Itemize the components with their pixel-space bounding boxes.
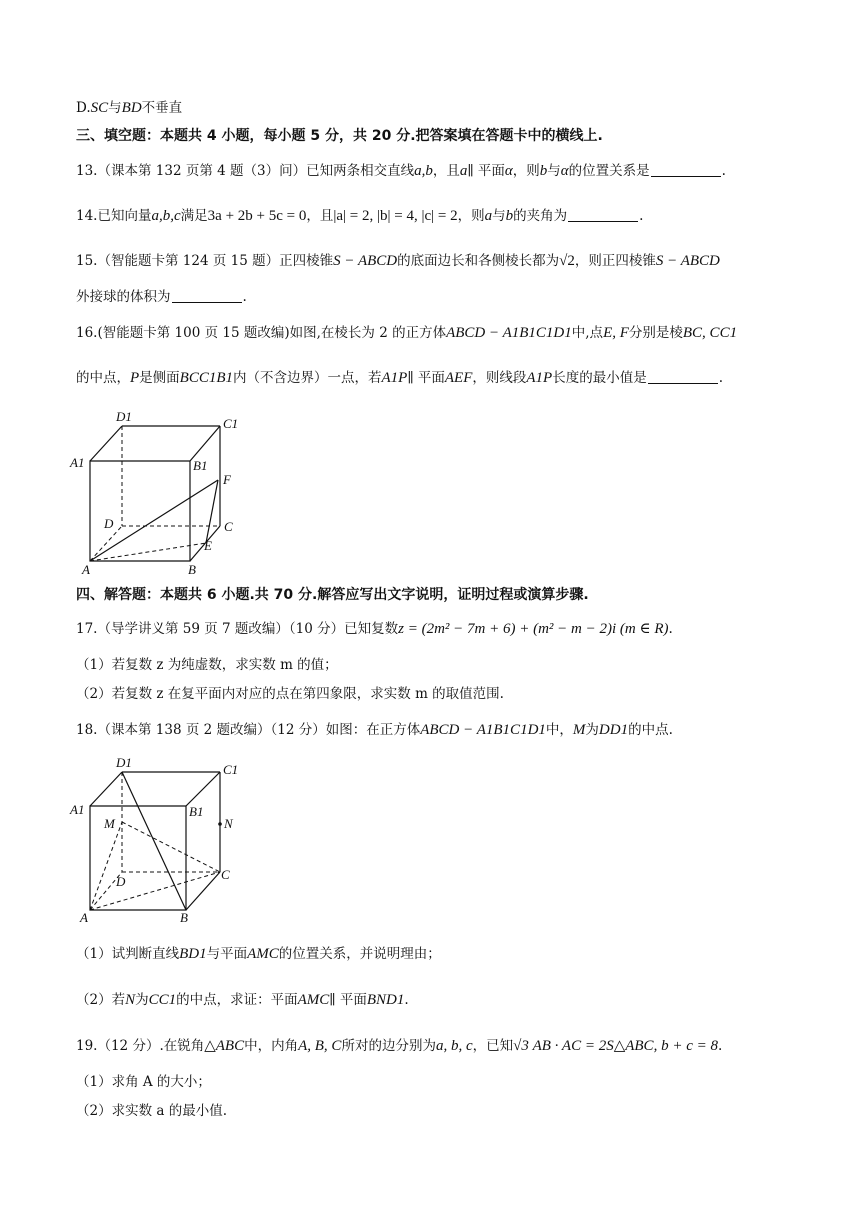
label-c: C	[224, 519, 233, 534]
question-18-part2: （2）若N为CC1的中点，求证：平面AMC∥ 平面BND1.	[76, 992, 409, 1008]
cube-figure-q16	[66, 404, 246, 574]
question-15-line2: 外接球的体积为 .	[76, 289, 247, 305]
question-19-part1: （1）求角 A 的大小；	[76, 1074, 211, 1090]
label-d1: D1	[116, 755, 132, 770]
question-17-part2: （2）若复数 z 在复平面内对应的点在第四象限，求实数 m 的取值范围.	[76, 686, 504, 702]
label-m: M	[104, 816, 115, 831]
point-n	[218, 822, 222, 826]
label-d: D	[104, 516, 114, 531]
label-e: E	[204, 538, 212, 553]
answer-blank[interactable]	[172, 288, 242, 303]
question-14: 14.已知向量a,b,c满足3a + 2b + 5c = 0，且|a| = 2, |b| = 4, |c| = 2，则a与b的夹角为 .	[76, 208, 644, 224]
label-d: D	[116, 874, 126, 889]
question-16-line2: 的中点，P是侧面BCC1B1内（不含边界）一点，若A1P∥ 平面AEF，则线段A1P长度的最小值是 .	[76, 370, 723, 386]
label-c: C	[221, 867, 230, 882]
label-b: B	[180, 910, 188, 925]
label-b: B	[188, 562, 196, 574]
option-d: D.SC与BD不垂直	[76, 100, 183, 116]
section-4-heading: 四、解答题：本题共 6 小题.共 70 分.解答应写出文字说明，证明过程或演算步骤.	[76, 587, 589, 603]
label-b1: B1	[193, 458, 208, 473]
label-n: N	[224, 816, 233, 831]
question-18: 18.（课本第 138 页 2 题改编）（12 分）如图：在正方体ABCD − A1B1C1D1中，M为DD1的中点.	[76, 722, 673, 738]
label-c1: C1	[223, 416, 239, 431]
question-16: 16.(智能题卡第 100 页 15 题改编)如图,在棱长为 2 的正方体ABCD − A1B1C1D1中,点E, F分别是棱BC, CC1	[76, 325, 738, 341]
cube-figure-q18	[66, 752, 256, 927]
question-15: 15.（智能题卡第 124 页 15 题）正四棱锥S − ABCD的底面边长和各侧棱长都为√2，则正四棱锥S − ABCD	[76, 253, 720, 269]
label-c1: C1	[223, 762, 239, 777]
question-19: 19.（12 分）.在锐角△ABC中，内角A, B, C所对的边分别为a, b, c，已知√3 AB · AC = 2S△ABC, b + c = 8.	[76, 1038, 723, 1054]
section-3-heading: 三、填空题：本题共 4 小题，每小题 5 分，共 20 分.把答案填在答题卡中的横线上.	[76, 128, 603, 144]
label-a: A	[80, 910, 88, 925]
question-19-part2: （2）求实数 a 的最小值.	[76, 1103, 228, 1119]
label-a: A	[82, 562, 90, 574]
label-a1: A1	[70, 455, 85, 470]
question-17: 17.（导学讲义第 59 页 7 题改编）（10 分）已知复数z = (2m² − 7m + 6) + (m² − m − 2)i (m ∈ R).	[76, 621, 673, 637]
label-d1: D1	[116, 409, 132, 424]
question-18-part1: （1）试判断直线BD1与平面AMC的位置关系，并说明理由；	[76, 946, 441, 962]
question-17-part1: （1）若复数 z 为纯虚数，求实数 m 的值；	[76, 657, 338, 673]
answer-blank[interactable]	[648, 369, 718, 384]
label-f: F	[223, 472, 231, 487]
label-b1: B1	[189, 804, 204, 819]
label-a1: A1	[70, 802, 85, 817]
answer-blank[interactable]	[651, 162, 721, 177]
question-13: 13.（课本第 132 页第 4 题（3）问）已知两条相交直线a,b，且a∥ 平面α，则b与α的位置关系是 .	[76, 163, 726, 179]
answer-blank[interactable]	[568, 207, 638, 222]
